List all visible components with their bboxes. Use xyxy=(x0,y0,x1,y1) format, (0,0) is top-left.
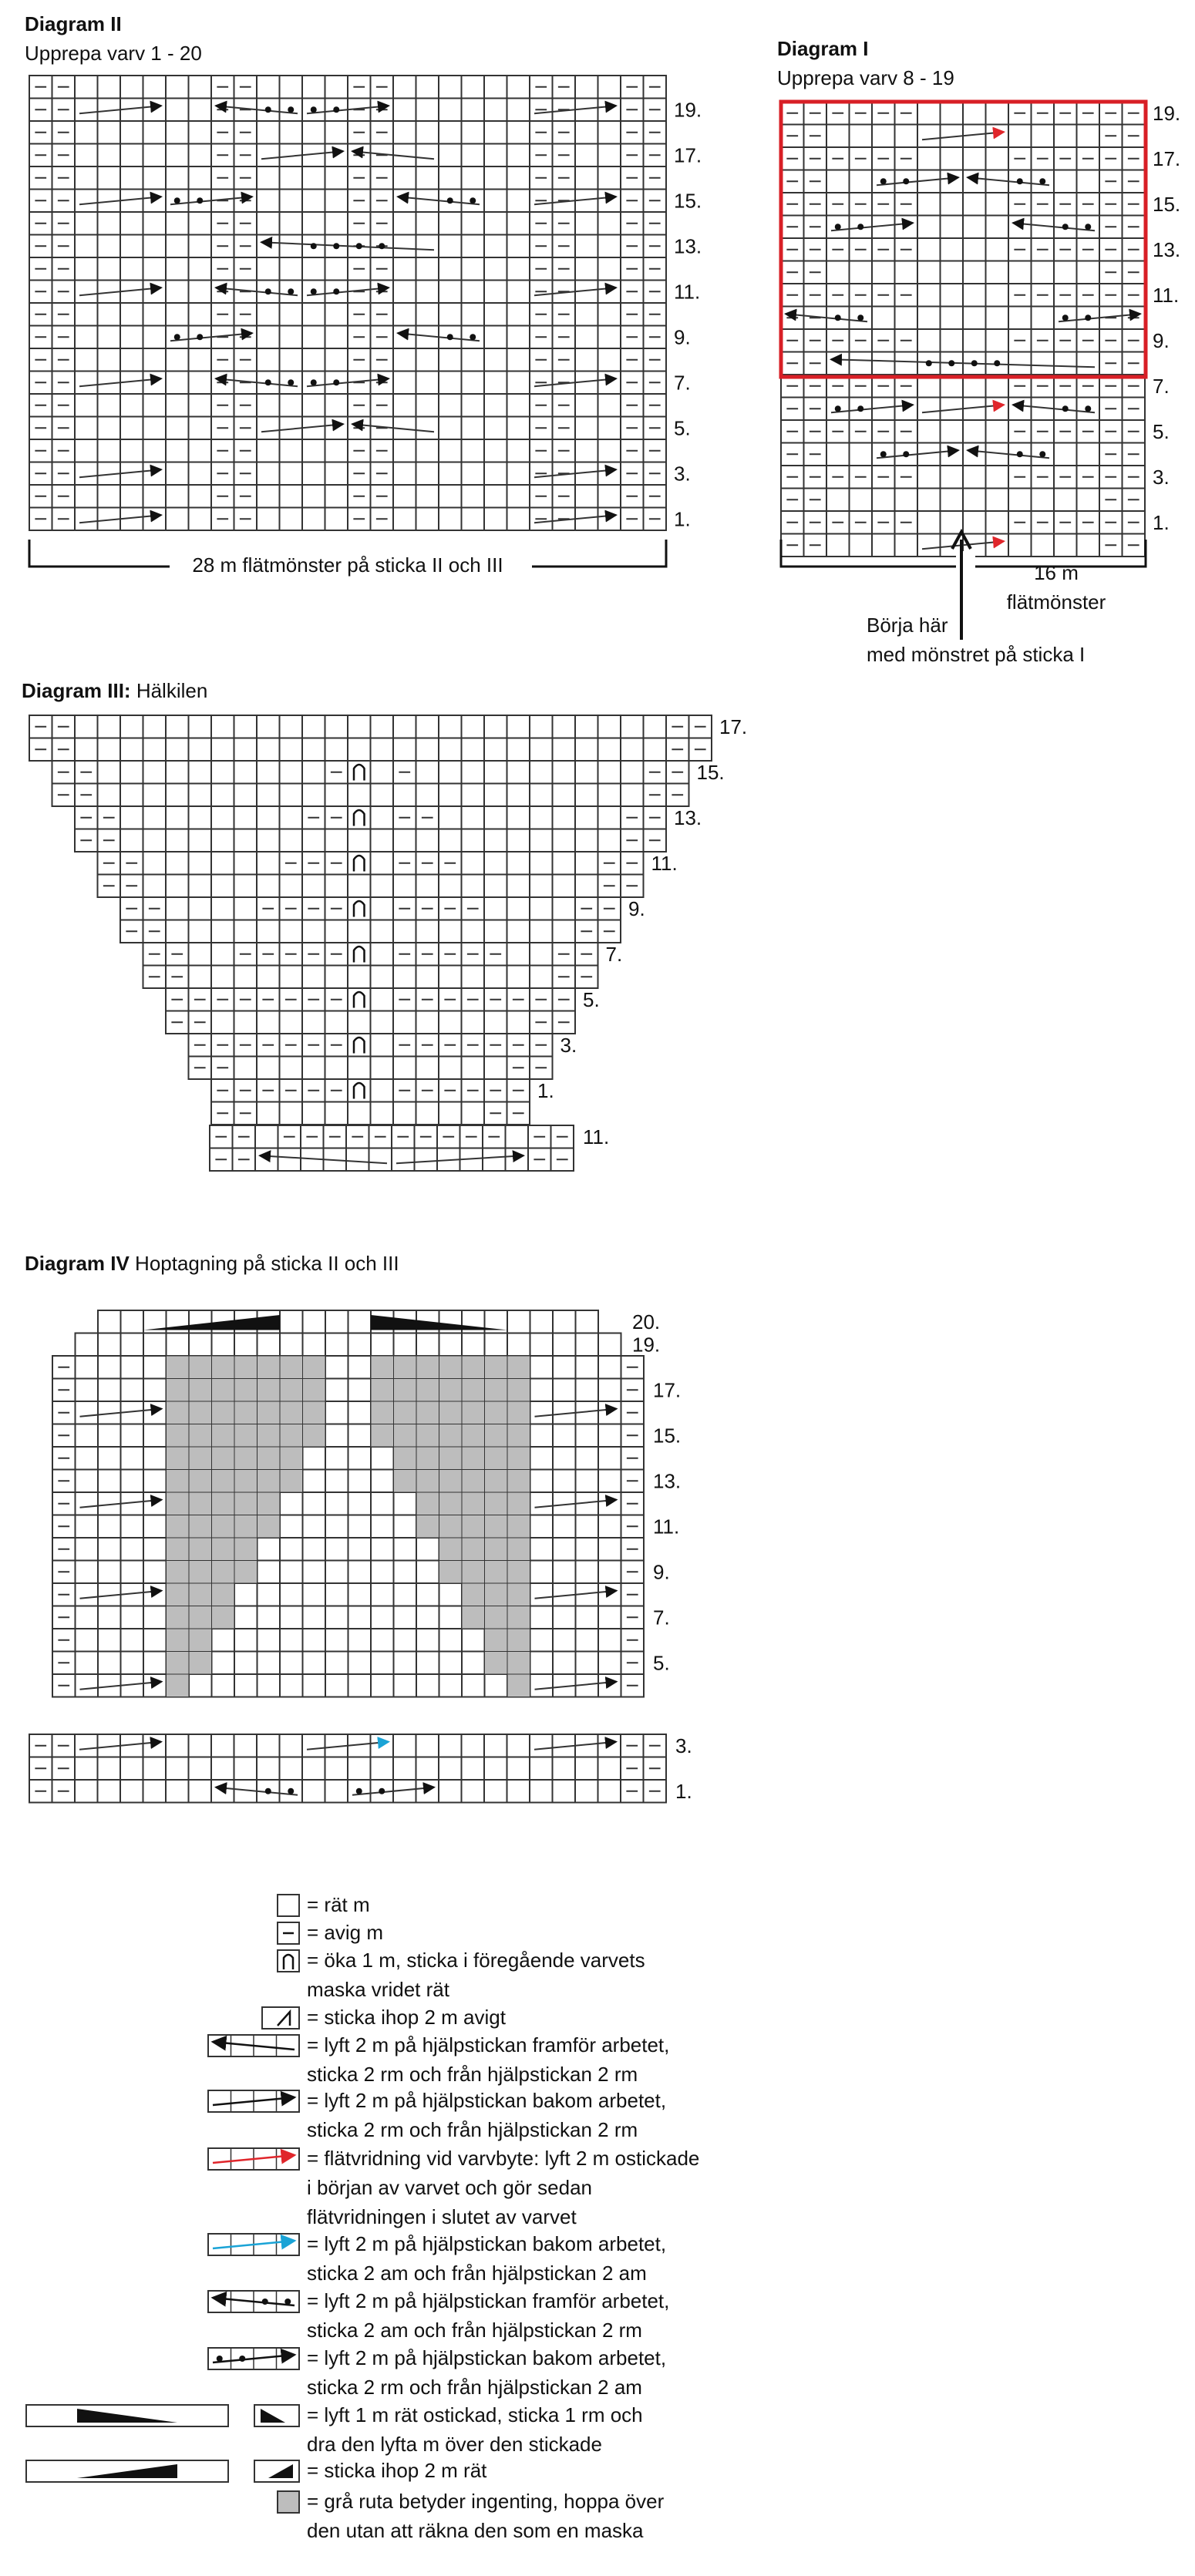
gray-cell xyxy=(416,1379,439,1402)
gray-cell xyxy=(280,1424,303,1448)
gray-cell xyxy=(303,1401,326,1424)
legend-text: sticka 2 rm och från hjälpstickan 2 am xyxy=(307,2376,642,2399)
diagram-1-bracket-label-1: 16 m xyxy=(1034,561,1079,584)
row-number: 17. xyxy=(674,143,702,167)
gray-cell xyxy=(303,1356,326,1379)
row-number: 19. xyxy=(674,98,702,122)
legend-text: = lyft 2 m på hjälpstickan bakom arbetet, xyxy=(307,2346,667,2369)
row-number: 1. xyxy=(674,507,691,531)
row-number: 9. xyxy=(674,325,691,349)
diagram-2 xyxy=(25,12,702,580)
gray-cell xyxy=(189,1492,212,1515)
legend-text: flätvridningen i slutet av varvet xyxy=(307,2205,577,2228)
gray-cell xyxy=(303,1379,326,1402)
row-number: 3. xyxy=(1153,465,1170,489)
diagram-4-grid xyxy=(29,1310,666,1803)
legend-text: = avig m xyxy=(307,1921,383,1944)
gray-cell xyxy=(189,1379,212,1402)
gray-cell xyxy=(212,1515,235,1539)
gray-cell xyxy=(280,1379,303,1402)
legend-text: sticka 2 am och från hjälpstickan 2 rm xyxy=(307,2319,642,2342)
gray-cell xyxy=(167,1470,190,1493)
purl-dot xyxy=(288,288,294,294)
row-number: 17. xyxy=(719,715,748,738)
purl-dot xyxy=(379,1788,385,1794)
legend-item-oka xyxy=(278,1949,645,2001)
legend-item-cable-red xyxy=(208,2147,699,2228)
gray-cell xyxy=(212,1356,235,1379)
legend-text: den utan att räkna den som en maska xyxy=(307,2519,644,2542)
gray-cell xyxy=(189,1401,212,1424)
gray-cell xyxy=(234,1401,258,1424)
diagram-1-grid xyxy=(781,102,1145,557)
legend-item-cable-blue xyxy=(208,2232,666,2285)
row-number: 20. xyxy=(632,1310,661,1333)
legend-text: sticka 2 rm och från hjälpstickan 2 rm xyxy=(307,2063,638,2086)
legend-text: = sticka ihop 2 m avigt xyxy=(307,2006,506,2029)
legend-text: = grå ruta betyder ingenting, hoppa över xyxy=(307,2490,665,2513)
gray-cell xyxy=(212,1492,235,1515)
purl-dot xyxy=(1085,405,1091,412)
purl-dot xyxy=(311,243,317,249)
legend-item-cable-back-dots xyxy=(208,2346,666,2399)
row-number: 11. xyxy=(674,280,701,304)
gray-cell xyxy=(462,1401,485,1424)
purl-dot xyxy=(333,379,339,385)
gray-cell xyxy=(212,1447,235,1470)
gray-cell xyxy=(439,1379,463,1402)
gray-cell xyxy=(234,1379,258,1402)
gray-cell xyxy=(371,1379,394,1402)
purl-dot xyxy=(333,106,339,113)
purl-dot xyxy=(284,2299,291,2305)
diagram-2-subtitle: Upprepa varv 1 - 20 xyxy=(25,42,202,65)
gray-cell xyxy=(371,1401,394,1424)
gray-cell xyxy=(234,1492,258,1515)
gray-cell xyxy=(189,1561,212,1584)
gray-cell xyxy=(212,1583,235,1606)
legend-text: = lyft 1 m rät ostickad, sticka 1 rm och xyxy=(307,2403,643,2426)
purl-dot xyxy=(311,106,317,113)
purl-dot xyxy=(265,288,271,294)
gray-cell xyxy=(167,1492,190,1515)
purl-dot xyxy=(857,224,863,230)
gray-cell xyxy=(485,1515,508,1539)
purl-dot xyxy=(333,243,339,249)
gray-cell xyxy=(462,1606,485,1629)
diagram-2-title: Diagram II xyxy=(25,12,122,35)
gray-cell xyxy=(507,1447,530,1470)
purl-dot xyxy=(880,178,887,184)
gray-cell xyxy=(189,1470,212,1493)
legend-text: = flätvridning vid varvbyte: lyft 2 m ostickade xyxy=(307,2147,700,2170)
purl-dot xyxy=(265,379,271,385)
purl-dot xyxy=(288,379,294,385)
gray-cell xyxy=(485,1447,508,1470)
row-number: 5. xyxy=(674,416,691,440)
legend-text: i början av varvet och gör sedan xyxy=(307,2176,592,2199)
diagram-2-bracket-label: 28 m flätmönster på sticka II och III xyxy=(192,553,503,577)
purl-dot xyxy=(288,106,294,113)
row-number: 17. xyxy=(653,1378,682,1402)
gray-cell xyxy=(189,1652,212,1675)
legend-text: = lyft 2 m på hjälpstickan bakom arbetet, xyxy=(307,2232,667,2255)
gray-cell xyxy=(189,1515,212,1539)
gray-cell xyxy=(507,1538,530,1561)
purl-dot xyxy=(288,1788,294,1794)
purl-dot xyxy=(857,405,863,412)
row-number: 7. xyxy=(653,1606,670,1629)
gray-cell xyxy=(394,1401,417,1424)
gray-cell xyxy=(234,1561,258,1584)
row-number: 5. xyxy=(653,1651,670,1675)
purl-dot xyxy=(265,106,271,113)
gray-cell xyxy=(439,1356,463,1379)
gray-cell xyxy=(371,1424,394,1448)
gray-cell xyxy=(416,1470,439,1493)
row-number: 11. xyxy=(583,1125,610,1148)
gray-cell xyxy=(394,1470,417,1493)
gray-cell xyxy=(189,1424,212,1448)
legend-text: = lyft 2 m på hjälpstickan framför arbetet, xyxy=(307,2033,670,2056)
gray-cell xyxy=(167,1447,190,1470)
gray-cell xyxy=(234,1447,258,1470)
gray-cell xyxy=(258,1424,281,1448)
purl-dot xyxy=(1062,314,1069,321)
gray-cell xyxy=(258,1356,281,1379)
purl-dot xyxy=(447,334,453,340)
purl-dot xyxy=(1039,451,1045,457)
legend-item-cable-front xyxy=(208,2033,669,2086)
legend-text: = lyft 2 m på hjälpstickan framför arbetet, xyxy=(307,2289,670,2312)
row-number: 9. xyxy=(1153,328,1170,352)
purl-dot xyxy=(1085,224,1091,230)
gray-cell xyxy=(167,1379,190,1402)
gray-cell xyxy=(416,1401,439,1424)
legend-symbol xyxy=(278,1895,299,1916)
purl-dot xyxy=(197,197,203,203)
gray-cell xyxy=(189,1356,212,1379)
gray-cell xyxy=(167,1629,190,1652)
gray-cell xyxy=(462,1470,485,1493)
gray-cell xyxy=(394,1379,417,1402)
legend-item-gray xyxy=(278,2490,665,2542)
diagram-4-title: Diagram IV Hoptagning på sticka II och III xyxy=(25,1252,399,1275)
gray-cell xyxy=(189,1606,212,1629)
gray-cell xyxy=(485,1379,508,1402)
legend-text: sticka 2 rm och från hjälpstickan 2 rm xyxy=(307,2118,638,2141)
row-number: 11. xyxy=(1153,283,1180,307)
legend-item-rat xyxy=(278,1893,370,1916)
purl-dot xyxy=(311,288,317,294)
diagram-1-subtitle: Upprepa varv 8 - 19 xyxy=(777,66,954,89)
gray-cell xyxy=(507,1379,530,1402)
gray-cell xyxy=(212,1606,235,1629)
row-number: 11. xyxy=(653,1515,680,1539)
diagram-1-bracket-gap xyxy=(956,551,975,574)
purl-dot xyxy=(174,334,180,340)
gray-cell xyxy=(439,1515,463,1539)
legend-symbol xyxy=(278,1950,299,1972)
gray-cell xyxy=(394,1447,417,1470)
gray-cell xyxy=(462,1538,485,1561)
purl-dot xyxy=(1062,405,1069,412)
gray-cell xyxy=(485,1561,508,1584)
gray-cell xyxy=(212,1424,235,1448)
gray-cell xyxy=(234,1538,258,1561)
gray-cell xyxy=(234,1424,258,1448)
gray-cell xyxy=(462,1424,485,1448)
gray-cell xyxy=(394,1424,417,1448)
gray-cell xyxy=(439,1401,463,1424)
gray-cell xyxy=(462,1356,485,1379)
gray-cell xyxy=(280,1447,303,1470)
row-number: 9. xyxy=(653,1560,670,1584)
row-number: 1. xyxy=(537,1078,554,1102)
gray-cell xyxy=(485,1538,508,1561)
row-number: 9. xyxy=(628,896,645,920)
purl-dot xyxy=(333,288,339,294)
purl-dot xyxy=(971,360,978,366)
purl-dot xyxy=(379,243,385,249)
gray-cell xyxy=(507,1583,530,1606)
row-number: 3. xyxy=(674,462,691,486)
gray-cell xyxy=(258,1492,281,1515)
purl-dot xyxy=(174,197,180,203)
row-number: 13. xyxy=(1153,237,1181,261)
gray-cell xyxy=(189,1583,212,1606)
purl-dot xyxy=(1085,314,1091,321)
gray-cell xyxy=(507,1492,530,1515)
gray-cell xyxy=(507,1470,530,1493)
row-number: 1. xyxy=(675,1779,692,1803)
gray-cell xyxy=(167,1515,190,1539)
purl-dot xyxy=(1039,178,1045,184)
purl-dot xyxy=(994,360,1000,366)
legend-item-ihop-avigt xyxy=(262,2006,507,2029)
row-number: 5. xyxy=(1153,419,1170,443)
gray-cell xyxy=(507,1401,530,1424)
row-number: 5. xyxy=(583,987,600,1011)
gray-cell xyxy=(167,1401,190,1424)
gray-cell xyxy=(189,1629,212,1652)
gray-cell xyxy=(507,1629,530,1652)
diagram-1-row-numbers xyxy=(1153,102,1180,534)
purl-dot xyxy=(356,1788,362,1794)
purl-dot xyxy=(217,2356,223,2362)
purl-dot xyxy=(926,360,932,366)
purl-dot xyxy=(470,334,476,340)
purl-dot xyxy=(903,178,909,184)
purl-dot xyxy=(311,379,317,385)
gray-cell xyxy=(439,1538,463,1561)
purl-dot xyxy=(880,451,887,457)
purl-dot xyxy=(239,2356,245,2362)
row-number: 3. xyxy=(560,1033,577,1057)
gray-cell xyxy=(439,1447,463,1470)
diagram-3-title: Diagram III: Hälkilen xyxy=(22,679,208,702)
gray-cell xyxy=(485,1424,508,1448)
legend-text: sticka 2 am och från hjälpstickan 2 am xyxy=(307,2262,647,2285)
gray-cell xyxy=(462,1583,485,1606)
gray-cell xyxy=(212,1470,235,1493)
purl-dot xyxy=(835,224,841,230)
gray-cell xyxy=(303,1424,326,1448)
gray-cell xyxy=(212,1379,235,1402)
row-number: 19. xyxy=(632,1333,661,1357)
purl-dot xyxy=(356,243,362,249)
gray-cell xyxy=(258,1379,281,1402)
gray-cell xyxy=(189,1538,212,1561)
purl-dot xyxy=(470,197,476,203)
purl-dot xyxy=(857,314,863,321)
row-number: 13. xyxy=(674,234,702,258)
gray-cell xyxy=(234,1356,258,1379)
gray-cell xyxy=(416,1356,439,1379)
row-number: 13. xyxy=(674,805,702,829)
row-number: 7. xyxy=(674,371,691,395)
gray-cell xyxy=(485,1401,508,1424)
row-number: 15. xyxy=(1153,192,1181,216)
gray-cell xyxy=(439,1470,463,1493)
gray-cell xyxy=(507,1424,530,1448)
gray-cell xyxy=(416,1515,439,1539)
gray-cell xyxy=(462,1379,485,1402)
gray-cell xyxy=(258,1447,281,1470)
legend-text: = rät m xyxy=(307,1893,370,1916)
gray-cell xyxy=(485,1652,508,1675)
purl-dot xyxy=(903,451,909,457)
purl-dot xyxy=(1017,451,1023,457)
purl-dot xyxy=(262,2299,268,2305)
gray-cell xyxy=(462,1515,485,1539)
gray-cell xyxy=(167,1561,190,1584)
gray-cell xyxy=(258,1401,281,1424)
gray-cell xyxy=(212,1561,235,1584)
diagram-1-title: Diagram I xyxy=(777,37,869,60)
gray-cell xyxy=(439,1424,463,1448)
gray-cell xyxy=(507,1606,530,1629)
gray-cell xyxy=(485,1492,508,1515)
purl-dot xyxy=(835,314,841,321)
purl-dot xyxy=(447,197,453,203)
gray-cell xyxy=(416,1424,439,1448)
legend-text: maska vridet rät xyxy=(307,1978,449,2001)
diagram-3 xyxy=(22,679,747,1171)
gray-cell xyxy=(485,1470,508,1493)
legend-text: = lyft 2 m på hjälpstickan bakom arbetet, xyxy=(307,2089,667,2112)
gray-cell xyxy=(167,1356,190,1379)
legend-item-avig xyxy=(278,1921,383,1944)
gray-cell xyxy=(167,1583,190,1606)
row-number: 15. xyxy=(696,760,725,784)
row-number: 7. xyxy=(1153,374,1170,398)
gray-cell xyxy=(371,1356,394,1379)
diagram-2-grid xyxy=(29,76,666,530)
row-number: 17. xyxy=(1153,146,1181,170)
purl-dot xyxy=(948,360,954,366)
gray-cell xyxy=(416,1492,439,1515)
gray-cell xyxy=(280,1356,303,1379)
purl-dot xyxy=(835,405,841,412)
gray-cell xyxy=(280,1401,303,1424)
diagram-2-row-numbers xyxy=(674,98,702,530)
legend-symbol xyxy=(262,2007,299,2029)
gray-cell xyxy=(189,1447,212,1470)
legend-item-k2tog xyxy=(26,2459,487,2482)
start-label-1: Börja här xyxy=(867,614,948,637)
gray-cell xyxy=(507,1674,530,1697)
gray-cell xyxy=(439,1492,463,1515)
gray-cell xyxy=(167,1652,190,1675)
gray-cell xyxy=(485,1583,508,1606)
start-label-2: med mönstret på sticka I xyxy=(867,643,1086,666)
row-number: 7. xyxy=(605,942,623,966)
gray-cell xyxy=(416,1447,439,1470)
gray-cell xyxy=(167,1538,190,1561)
gray-cell xyxy=(234,1515,258,1539)
legend-item-skpo xyxy=(26,2403,643,2456)
purl-dot xyxy=(1017,178,1023,184)
row-number: 19. xyxy=(1153,101,1181,125)
row-number: 1. xyxy=(1153,510,1170,534)
legend-item-cable-front-dots xyxy=(208,2289,669,2342)
diagram-1 xyxy=(777,37,1180,666)
gray-cell xyxy=(439,1561,463,1584)
row-number: 15. xyxy=(653,1424,682,1448)
gray-cell xyxy=(462,1561,485,1584)
gray-cell xyxy=(507,1515,530,1539)
gray-cell xyxy=(212,1538,235,1561)
gray-cell xyxy=(167,1674,190,1697)
row-number: 13. xyxy=(653,1469,682,1493)
gray-cell xyxy=(507,1652,530,1675)
legend xyxy=(26,1893,699,2542)
gray-cell xyxy=(258,1515,281,1539)
purl-dot xyxy=(197,334,203,340)
legend-text: = öka 1 m, sticka i föregående varvets xyxy=(307,1949,645,1972)
gray-cell xyxy=(485,1629,508,1652)
row-number: 11. xyxy=(651,851,678,875)
gray-cell xyxy=(258,1470,281,1493)
gray-cell xyxy=(462,1492,485,1515)
gray-cell xyxy=(507,1356,530,1379)
gray-cell xyxy=(167,1424,190,1448)
diagram-1-bracket-label-2: flätmönster xyxy=(1006,590,1106,614)
gray-cell xyxy=(462,1447,485,1470)
gray-cell xyxy=(212,1401,235,1424)
gray-cell xyxy=(485,1606,508,1629)
purl-dot xyxy=(1062,224,1069,230)
legend-symbol xyxy=(278,2491,299,2513)
legend-text: = sticka ihop 2 m rät xyxy=(307,2459,487,2482)
legend-text: dra den lyfta m över den stickade xyxy=(307,2433,602,2456)
row-number: 3. xyxy=(675,1734,692,1757)
row-number: 15. xyxy=(674,189,702,213)
gray-cell xyxy=(167,1606,190,1629)
purl-dot xyxy=(265,1788,271,1794)
diagram-4 xyxy=(25,1252,692,1803)
gray-cell xyxy=(280,1470,303,1493)
gray-cell xyxy=(234,1470,258,1493)
gray-cell xyxy=(394,1356,417,1379)
gray-cell xyxy=(507,1561,530,1584)
gray-cell xyxy=(485,1356,508,1379)
legend-item-cable-back xyxy=(208,2089,666,2141)
